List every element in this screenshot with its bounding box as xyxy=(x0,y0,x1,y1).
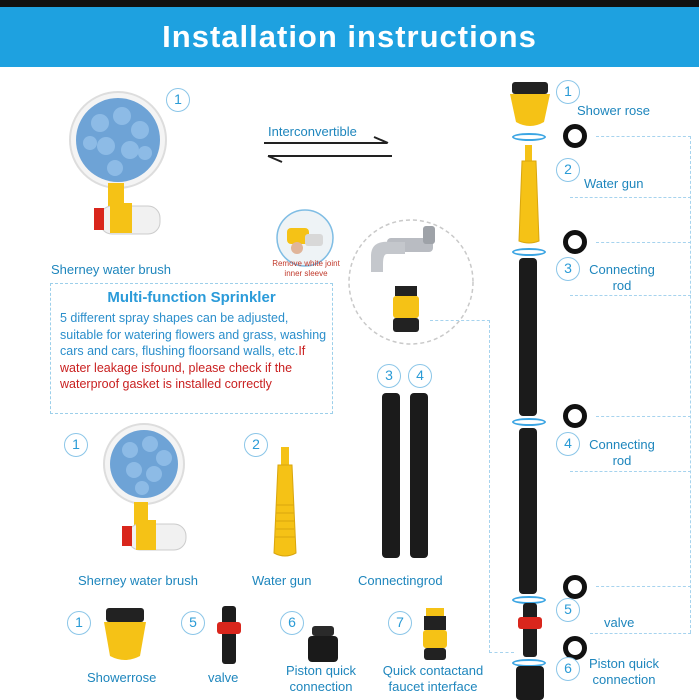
info-box-description: 5 different spray shapes can be adjusted, suitable for watering flowers and grass, washing cars and cars, flushing floorsand walls, etc. xyxy=(60,311,327,359)
assembly-rod-4 xyxy=(519,428,537,594)
assembly-label-5: valve xyxy=(604,615,635,630)
guide-line-8 xyxy=(590,633,691,634)
badge-row1-1: 1 xyxy=(64,433,88,457)
assembly-label-4: Connecting rod xyxy=(589,437,655,468)
badge-1-top: 1 xyxy=(166,88,190,112)
assembly-label-3: Connecting rod xyxy=(589,262,655,293)
faucet-circle xyxy=(347,216,475,346)
guide-line-4 xyxy=(570,295,691,296)
connecting-rod-label-row1: Connectingrod xyxy=(358,573,443,588)
interconvertible-arrows xyxy=(262,136,394,166)
water-gun-image xyxy=(270,445,300,560)
guide-line-3 xyxy=(596,242,691,243)
piston-connection-label-row2: Piston quick connection xyxy=(285,663,357,694)
piston-connection-image xyxy=(306,624,340,664)
water-brush-image xyxy=(60,88,180,258)
remove-sleeve-note: Remove white joint inner sleeve xyxy=(272,259,340,278)
guide-line-5 xyxy=(596,416,691,417)
assembly-label-6: Piston quick connection xyxy=(588,656,660,687)
guide-line-6 xyxy=(570,471,691,472)
assembly-badge-6: 6 xyxy=(556,657,580,681)
gasket-ring-2 xyxy=(512,248,546,256)
guide-line-7 xyxy=(596,586,691,587)
assembly-badge-4: 4 xyxy=(556,432,580,456)
assembly-badge-3: 3 xyxy=(556,257,580,281)
shower-rose-image xyxy=(102,606,148,666)
faucet-interface-image xyxy=(420,606,450,662)
gasket-icon-3 xyxy=(563,404,587,428)
assembly-valve xyxy=(516,603,544,657)
valve-label-row2: valve xyxy=(208,670,239,685)
info-box-warning: If water leakage isfound, please check if the waterproof gasket is installed correctly xyxy=(60,344,306,392)
assembly-piston xyxy=(514,666,546,700)
assembly-label-1: Shower rose xyxy=(577,103,650,118)
gasket-icon-2 xyxy=(563,230,587,254)
info-box-title: Multi-function Sprinkler xyxy=(107,289,276,306)
assembly-label-2: Water gun xyxy=(584,176,644,191)
valve-image xyxy=(214,604,244,666)
assembly-badge-1: 1 xyxy=(556,80,580,104)
guide-line-2 xyxy=(570,197,691,198)
badge-row1-2: 2 xyxy=(244,433,268,457)
gasket-ring-3 xyxy=(512,418,546,426)
guide-line-1 xyxy=(596,136,691,137)
assembly-badge-2: 2 xyxy=(556,158,580,182)
badge-row2-5: 5 xyxy=(181,611,205,635)
water-brush-image-row1 xyxy=(92,420,202,570)
guide-line-right xyxy=(690,136,691,633)
assembly-water-gun xyxy=(517,145,541,245)
assembly-shower-rose xyxy=(508,80,552,130)
connecting-rod-4 xyxy=(410,393,428,558)
page-title: Installation instructions xyxy=(162,19,537,54)
water-gun-label-row1: Water gun xyxy=(252,573,312,588)
badge-row2-1: 1 xyxy=(67,611,91,635)
connecting-rod-3 xyxy=(382,393,400,558)
shower-rose-label-row2: Showerrose xyxy=(87,670,157,685)
brush-label-row1: Sherney water brush xyxy=(78,573,198,588)
gasket-ring-1 xyxy=(512,133,546,141)
gasket-icon-1 xyxy=(563,124,587,148)
faucet-interface-label-row2: Quick contactand faucet interface xyxy=(382,663,484,694)
faucet-connector-bottom xyxy=(489,652,514,653)
badge-row1-3: 3 xyxy=(377,364,401,388)
interconvertible-label: Interconvertible xyxy=(268,124,357,139)
assembly-badge-5: 5 xyxy=(556,598,580,622)
faucet-connector-vertical xyxy=(489,320,490,653)
faucet-connector-line xyxy=(430,320,490,321)
gasket-icon-4 xyxy=(563,575,587,599)
badge-row2-7: 7 xyxy=(388,611,412,635)
badge-row2-6: 6 xyxy=(280,611,304,635)
assembly-rod-3 xyxy=(519,258,537,416)
badge-row1-4: 4 xyxy=(408,364,432,388)
brush-label-top: Sherney water brush xyxy=(51,262,171,277)
info-box-body xyxy=(60,310,330,393)
top-strip xyxy=(0,0,699,7)
